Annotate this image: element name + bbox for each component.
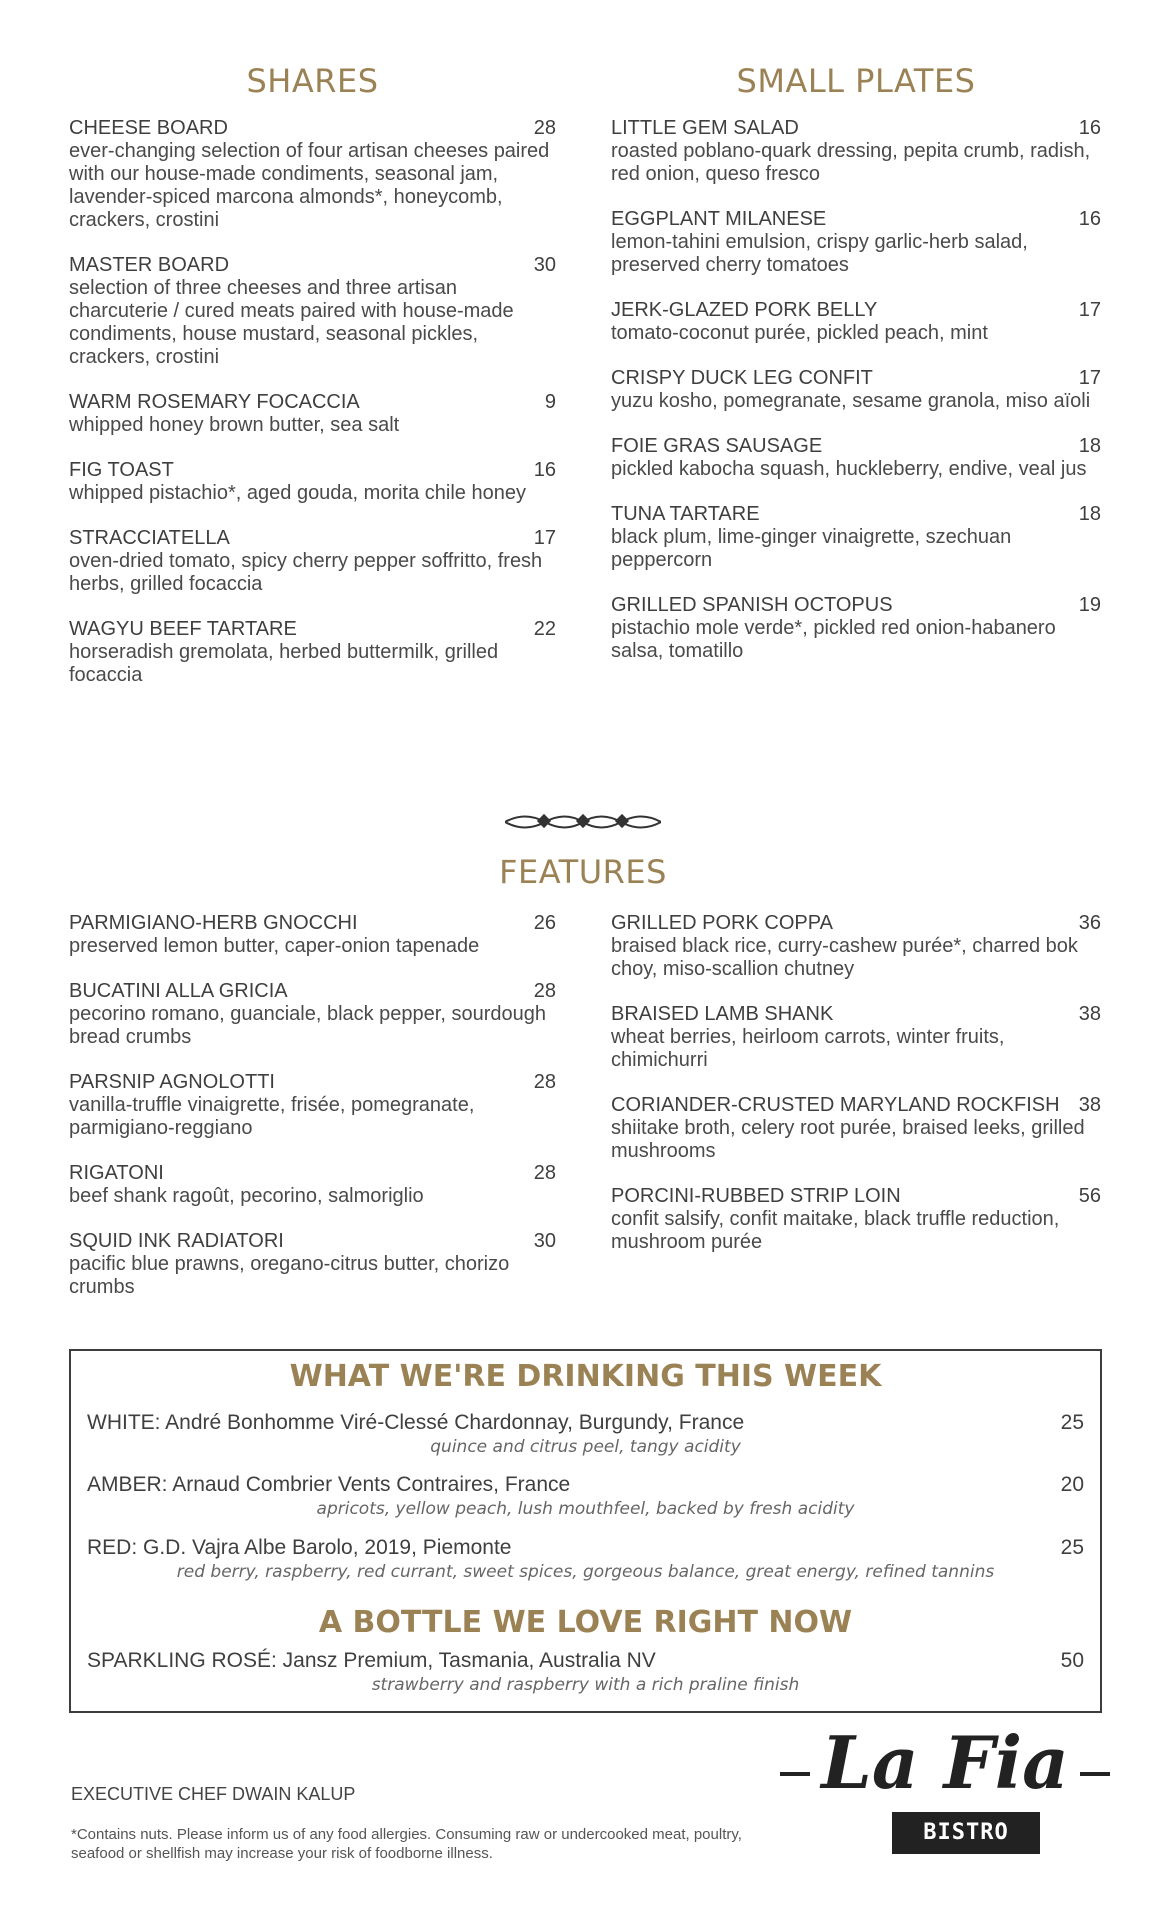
menu-item-name: MASTER BOARD (69, 254, 230, 276)
menu-item-description: black plum, lime-ginger vinaigrette, szechuan peppercorn (611, 526, 1012, 571)
menu-item-name: PARMIGIANO-HERB GNOCCHI (69, 912, 358, 934)
menu-item (69, 391, 556, 437)
menu-item-price: 17 (533, 527, 556, 549)
menu-item-price: 28 (533, 980, 556, 1002)
menu-item-price: 17 (1078, 367, 1101, 389)
ornament-divider-icon (505, 807, 661, 837)
menu-item-price: 30 (533, 254, 556, 276)
menu-item-description: beef shank ragoût, pecorino, salmoriglio (69, 1185, 424, 1207)
menu-item-description: shiitake broth, celery root purée, braised leeks, grilled mushrooms (611, 1117, 1085, 1162)
menu-item-price: 16 (1078, 117, 1101, 139)
features-heading: FEATURES (499, 853, 667, 891)
menu-item-name: JERK-GLAZED PORK BELLY (611, 299, 878, 321)
menu-item (611, 594, 1101, 663)
menu-item-name: GRILLED SPANISH OCTOPUS (611, 594, 893, 616)
menu-item-name: SQUID INK RADIATORI (69, 1230, 284, 1252)
menu-item (69, 117, 556, 232)
wine-name: SPARKLING ROSÉ: Jansz Premium, Tasmania, Australia NV (87, 1649, 656, 1672)
logo-ribbon: BISTRO (892, 1812, 1040, 1854)
wine-list-box (69, 1349, 1102, 1713)
menu-item-price: 19 (1078, 594, 1101, 616)
menu-item-price: 28 (533, 1071, 556, 1093)
menu-item-description: confit salsify, confit maitake, black truffle reduction, mushroom purée (611, 1208, 1060, 1253)
menu-item (611, 1185, 1101, 1254)
wine-tasting-note: strawberry and raspberry with a rich praline finish (371, 1675, 800, 1695)
menu-item-price: 28 (533, 117, 556, 139)
menu-item-name: FOIE GRAS SAUSAGE (611, 435, 823, 457)
allergy-disclaimer: *Contains nuts. Please inform us of any food allergies. Consuming raw or undercooked meat, poultry, seafood or shellfish may increase your risk of foodborne illness. (71, 1826, 742, 1862)
menu-item-description: whipped honey brown butter, sea salt (69, 414, 400, 436)
wine-price: 50 (1060, 1649, 1084, 1672)
wine-item-amber (87, 1473, 1084, 1519)
menu-item-price: 17 (1078, 299, 1101, 321)
menu-item-description: roasted poblano-quark dressing, pepita crumb, radish, red onion, queso fresco (611, 140, 1091, 185)
menu-item-description: pacific blue prawns, oregano-citrus butter, chorizo crumbs (69, 1253, 510, 1298)
menu-item-price: 30 (533, 1230, 556, 1252)
features-left-column (69, 912, 556, 1321)
wine-name: RED: G.D. Vajra Albe Barolo, 2019, Piemonte (87, 1536, 512, 1559)
menu-item-price: 16 (533, 459, 556, 481)
menu-item-price: 18 (1078, 503, 1101, 525)
menu-item-description: ever-changing selection of four artisan cheeses paired with our house-made condiments, seasonal jam, lavender-spiced marcona almonds*, honeycomb, crackers, crostini (69, 140, 550, 231)
small-plates-column (611, 117, 1101, 685)
menu-item-description: pecorino romano, guanciale, black pepper, sourdough bread crumbs (69, 1003, 546, 1048)
menu-item-name: CORIANDER-CRUSTED MARYLAND ROCKFISH (611, 1094, 1060, 1116)
wine-tasting-note: apricots, yellow peach, lush mouthfeel, backed by fresh acidity (316, 1499, 855, 1519)
menu-item-name: EGGPLANT MILANESE (611, 208, 827, 230)
menu-item-name: GRILLED PORK COPPA (611, 912, 833, 934)
la-fia-bistro-logo (780, 1720, 1110, 1870)
menu-item-description: yuzu kosho, pomegranate, sesame granola, miso aïoli (611, 390, 1091, 412)
menu-item-name: FIG TOAST (69, 459, 174, 481)
bottle-heading: A BOTTLE WE LOVE RIGHT NOW (318, 1605, 853, 1640)
menu-item-price: 38 (1078, 1094, 1101, 1116)
wine-name: AMBER: Arnaud Combrier Vents Contraires, France (87, 1473, 571, 1496)
wine-tasting-note: quince and citrus peel, tangy acidity (430, 1437, 741, 1457)
menu-item (611, 435, 1101, 481)
menu-item (69, 254, 556, 369)
menu-item-price: 36 (1078, 912, 1101, 934)
features-right-column (611, 912, 1101, 1276)
menu-item-description: whipped pistachio*, aged gouda, morita chile honey (69, 482, 526, 504)
shares-heading: SHARES (246, 62, 379, 100)
wine-price: 25 (1060, 1411, 1084, 1434)
menu-item-price: 9 (544, 391, 556, 413)
menu-item (69, 459, 556, 505)
menu-item-name: RIGATONI (69, 1162, 164, 1184)
menu-item (611, 208, 1101, 277)
menu-item (69, 1162, 556, 1208)
menu-item-name: LITTLE GEM SALAD (611, 117, 799, 139)
menu-item-description: wheat berries, heirloom carrots, winter fruits, chimichurri (611, 1026, 1005, 1071)
menu-item (69, 912, 556, 958)
menu-item (69, 1230, 556, 1299)
small-plates-heading: SMALL PLATES (736, 62, 976, 100)
menu-item-description: selection of three cheeses and three artisan charcuterie / cured meats paired with house-made condiments, house mustard, seasonal pickles, crackers, crostini (69, 277, 514, 368)
menu-item (611, 1094, 1101, 1163)
menu-item (611, 503, 1101, 572)
wine-name: WHITE: André Bonhomme Viré-Clessé Chardonnay, Burgundy, France (87, 1411, 745, 1434)
menu-item (611, 1003, 1101, 1072)
menu-item-price: 16 (1078, 208, 1101, 230)
menu-item-name: PARSNIP AGNOLOTTI (69, 1071, 275, 1093)
menu-item-name: PORCINI-RUBBED STRIP LOIN (611, 1185, 901, 1207)
menu-item-name: STRACCIATELLA (69, 527, 230, 549)
menu-item-description: pistachio mole verde*, pickled red onion-habanero salsa, tomatillo (611, 617, 1056, 662)
wine-item-red (87, 1536, 1084, 1582)
drinking-heading: WHAT WE'RE DRINKING THIS WEEK (289, 1359, 882, 1394)
menu-item-description: horseradish gremolata, herbed buttermilk, grilled focaccia (69, 641, 499, 686)
menu-item-description: lemon-tahini emulsion, crispy garlic-herb salad, preserved cherry tomatoes (611, 231, 1028, 276)
menu-item (69, 980, 556, 1049)
menu-item (69, 618, 556, 687)
menu-item-name: BUCATINI ALLA GRICIA (69, 980, 288, 1002)
shares-column (69, 117, 556, 709)
menu-item-description: vanilla-truffle vinaigrette, frisée, pomegranate, parmigiano-reggiano (69, 1094, 475, 1139)
executive-chef: EXECUTIVE CHEF DWAIN KALUP (71, 1784, 356, 1804)
menu-item-name: CRISPY DUCK LEG CONFIT (611, 367, 873, 389)
menu-item-price: 22 (533, 618, 556, 640)
wine-item-sparkling (87, 1649, 1084, 1695)
wine-item-white (87, 1411, 1084, 1457)
menu-item-price: 18 (1078, 435, 1101, 457)
wine-tasting-note: red berry, raspberry, red currant, sweet spices, gorgeous balance, great energy, refined tannins (176, 1562, 995, 1582)
menu-item-price: 28 (533, 1162, 556, 1184)
menu-item-name: CHEESE BOARD (69, 117, 228, 139)
menu-item (69, 1071, 556, 1140)
menu-item (611, 117, 1101, 186)
menu-item-description: braised black rice, curry-cashew purée*, charred bok choy, miso-scallion chutney (611, 935, 1078, 980)
menu-item-name: BRAISED LAMB SHANK (611, 1003, 834, 1025)
menu-item-description: preserved lemon butter, caper-onion tapenade (69, 935, 480, 957)
menu-item (611, 912, 1101, 981)
menu-item-name: WAGYU BEEF TARTARE (69, 618, 297, 640)
wine-price: 20 (1060, 1473, 1084, 1496)
menu-item-price: 56 (1078, 1185, 1101, 1207)
wine-price: 25 (1060, 1536, 1084, 1559)
menu-item-description: oven-dried tomato, spicy cherry pepper soffritto, fresh herbs, grilled focaccia (69, 550, 543, 595)
menu-item-name: TUNA TARTARE (611, 503, 760, 525)
menu-item (611, 299, 1101, 345)
logo-script: La Fia (821, 1720, 1069, 1805)
menu-item-price: 38 (1078, 1003, 1101, 1025)
menu-item-price: 26 (533, 912, 556, 934)
menu-item (69, 527, 556, 596)
menu-item (611, 367, 1101, 413)
menu-item-name: WARM ROSEMARY FOCACCIA (69, 391, 360, 413)
menu-item-description: tomato-coconut purée, pickled peach, mint (611, 322, 988, 344)
menu-item-description: pickled kabocha squash, huckleberry, endive, veal jus (611, 458, 1087, 480)
